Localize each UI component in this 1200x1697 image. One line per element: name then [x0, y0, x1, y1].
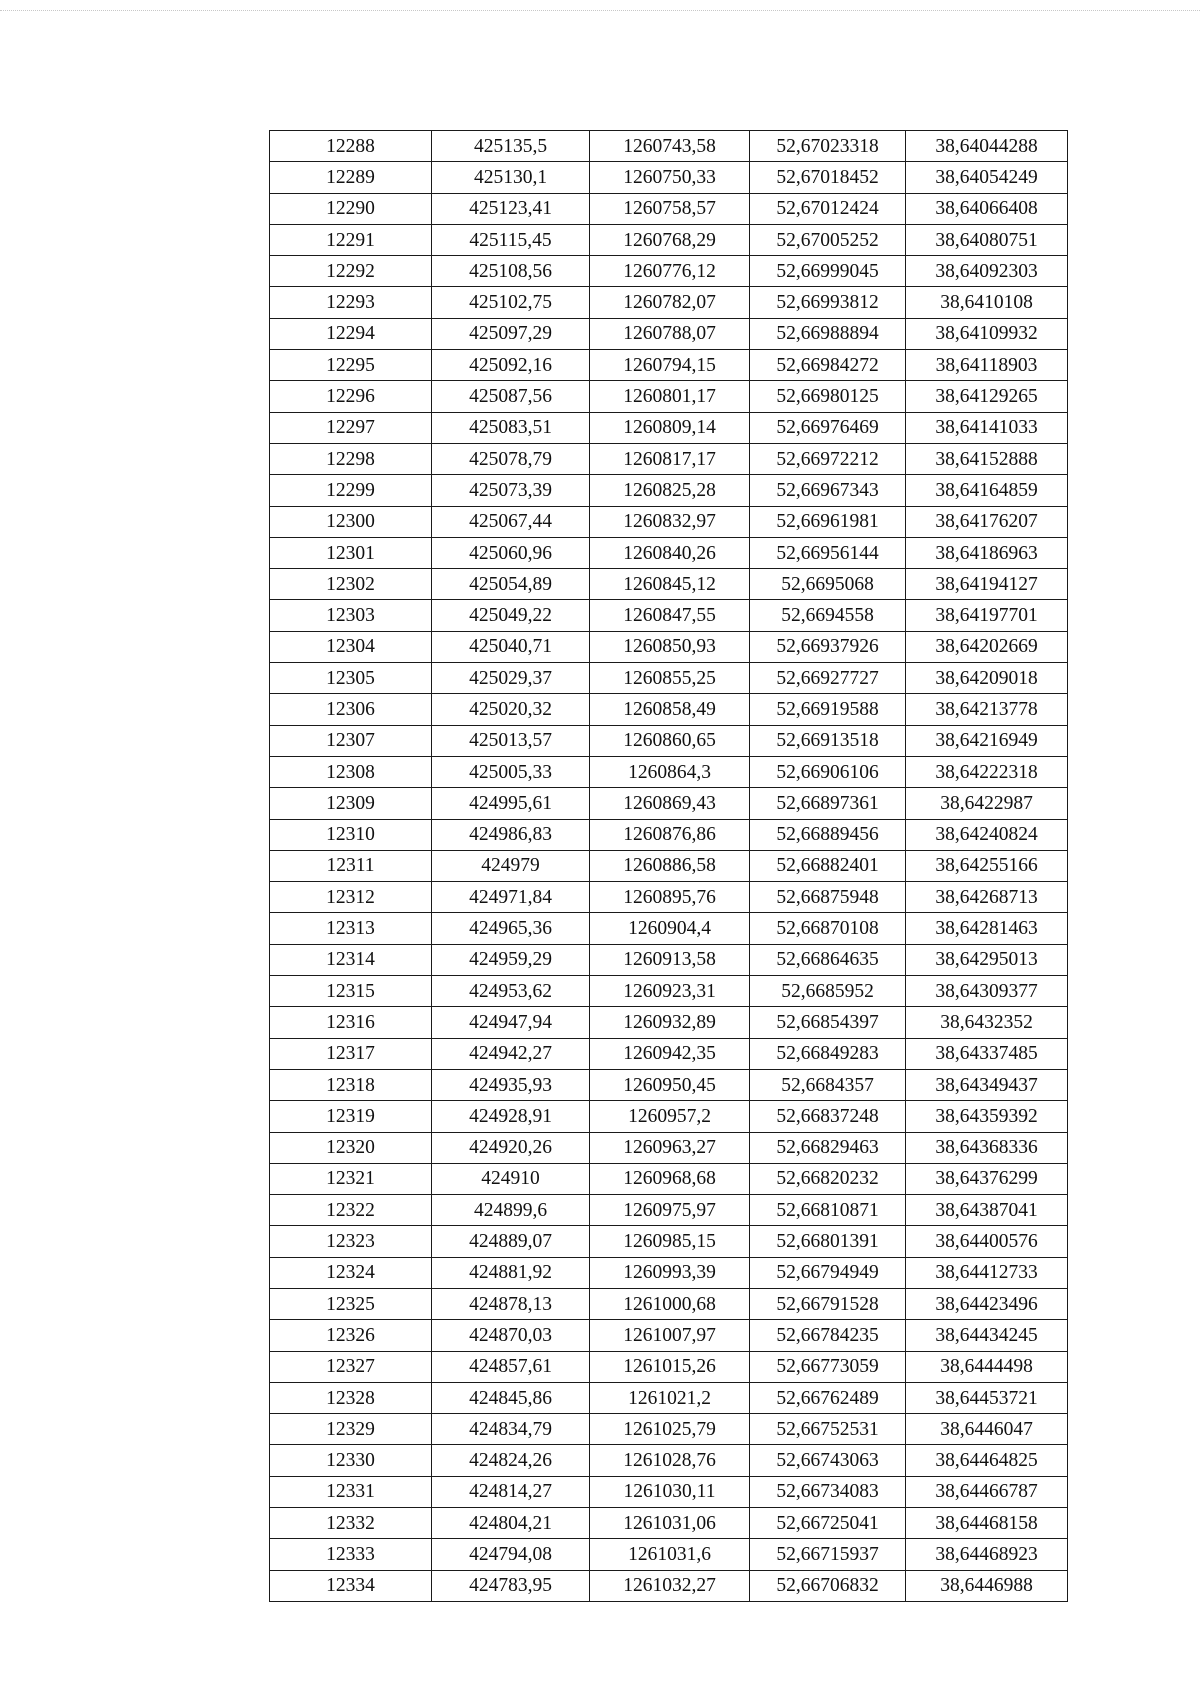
x-coordinate-cell: 424834,79	[432, 1414, 590, 1445]
longitude-cell: 38,64466787	[906, 1476, 1068, 1507]
x-coordinate-cell: 425092,16	[432, 350, 590, 381]
latitude-cell: 52,66794949	[750, 1257, 906, 1288]
latitude-cell: 52,66993812	[750, 287, 906, 318]
latitude-cell: 52,66913518	[750, 725, 906, 756]
point-number-cell: 12305	[270, 663, 432, 694]
y-coordinate-cell: 1260817,17	[590, 443, 750, 474]
table-row	[270, 1101, 1068, 1132]
point-number-cell: 12307	[270, 725, 432, 756]
point-number-cell: 12312	[270, 882, 432, 913]
point-number-cell: 12319	[270, 1101, 432, 1132]
latitude-cell: 52,66976469	[750, 412, 906, 443]
y-coordinate-cell: 1260758,57	[590, 193, 750, 224]
point-number-cell: 12303	[270, 600, 432, 631]
point-number-cell: 12310	[270, 819, 432, 850]
longitude-cell: 38,64468158	[906, 1508, 1068, 1539]
table-row	[270, 944, 1068, 975]
x-coordinate-cell: 424889,07	[432, 1226, 590, 1257]
point-number-cell: 12301	[270, 537, 432, 568]
table-row	[270, 224, 1068, 255]
longitude-cell: 38,64337485	[906, 1038, 1068, 1069]
x-coordinate-cell: 425078,79	[432, 443, 590, 474]
longitude-cell: 38,64464825	[906, 1445, 1068, 1476]
longitude-cell: 38,6422987	[906, 788, 1068, 819]
longitude-cell: 38,64118903	[906, 350, 1068, 381]
table-row	[270, 1570, 1068, 1601]
latitude-cell: 52,67012424	[750, 193, 906, 224]
y-coordinate-cell: 1260913,58	[590, 944, 750, 975]
latitude-cell: 52,66829463	[750, 1132, 906, 1163]
x-coordinate-cell: 424845,86	[432, 1382, 590, 1413]
longitude-cell: 38,6444498	[906, 1351, 1068, 1382]
y-coordinate-cell: 1261007,97	[590, 1320, 750, 1351]
longitude-cell: 38,64194127	[906, 569, 1068, 600]
x-coordinate-cell: 425130,1	[432, 162, 590, 193]
x-coordinate-cell: 425040,71	[432, 631, 590, 662]
point-number-cell: 12321	[270, 1163, 432, 1194]
x-coordinate-cell: 425067,44	[432, 506, 590, 537]
x-coordinate-cell: 425083,51	[432, 412, 590, 443]
longitude-cell: 38,64197701	[906, 600, 1068, 631]
table-row	[270, 506, 1068, 537]
y-coordinate-cell: 1260832,97	[590, 506, 750, 537]
latitude-cell: 52,66784235	[750, 1320, 906, 1351]
table-row	[270, 1132, 1068, 1163]
y-coordinate-cell: 1260825,28	[590, 475, 750, 506]
point-number-cell: 12320	[270, 1132, 432, 1163]
point-number-cell: 12293	[270, 287, 432, 318]
table-row	[270, 1320, 1068, 1351]
longitude-cell: 38,64349437	[906, 1069, 1068, 1100]
x-coordinate-cell: 424878,13	[432, 1288, 590, 1319]
longitude-cell: 38,64309377	[906, 976, 1068, 1007]
longitude-cell: 38,64281463	[906, 913, 1068, 944]
point-number-cell: 12297	[270, 412, 432, 443]
point-number-cell: 12308	[270, 756, 432, 787]
point-number-cell: 12302	[270, 569, 432, 600]
x-coordinate-cell: 424942,27	[432, 1038, 590, 1069]
x-coordinate-cell: 424794,08	[432, 1539, 590, 1570]
table-row	[270, 694, 1068, 725]
longitude-cell: 38,64387041	[906, 1195, 1068, 1226]
y-coordinate-cell: 1260963,27	[590, 1132, 750, 1163]
longitude-cell: 38,64092303	[906, 256, 1068, 287]
latitude-cell: 52,67005252	[750, 224, 906, 255]
y-coordinate-cell: 1260985,15	[590, 1226, 750, 1257]
longitude-cell: 38,64400576	[906, 1226, 1068, 1257]
table-row	[270, 569, 1068, 600]
longitude-cell: 38,64453721	[906, 1382, 1068, 1413]
latitude-cell: 52,66919588	[750, 694, 906, 725]
table-row	[270, 1508, 1068, 1539]
longitude-cell: 38,64240824	[906, 819, 1068, 850]
latitude-cell: 52,6685952	[750, 976, 906, 1007]
point-number-cell: 12326	[270, 1320, 432, 1351]
longitude-cell: 38,64129265	[906, 381, 1068, 412]
longitude-cell: 38,64109932	[906, 318, 1068, 349]
point-number-cell: 12329	[270, 1414, 432, 1445]
longitude-cell: 38,64141033	[906, 412, 1068, 443]
longitude-cell: 38,64176207	[906, 506, 1068, 537]
x-coordinate-cell: 425020,32	[432, 694, 590, 725]
longitude-cell: 38,6410108	[906, 287, 1068, 318]
latitude-cell: 52,66988894	[750, 318, 906, 349]
table-row	[270, 1195, 1068, 1226]
table-row	[270, 537, 1068, 568]
y-coordinate-cell: 1260850,93	[590, 631, 750, 662]
y-coordinate-cell: 1261030,11	[590, 1476, 750, 1507]
latitude-cell: 52,66937926	[750, 631, 906, 662]
x-coordinate-cell: 425102,75	[432, 287, 590, 318]
y-coordinate-cell: 1260993,39	[590, 1257, 750, 1288]
y-coordinate-cell: 1260768,29	[590, 224, 750, 255]
table-row	[270, 725, 1068, 756]
x-coordinate-cell: 424899,6	[432, 1195, 590, 1226]
point-number-cell: 12331	[270, 1476, 432, 1507]
point-number-cell: 12328	[270, 1382, 432, 1413]
x-coordinate-cell: 424857,61	[432, 1351, 590, 1382]
longitude-cell: 38,64222318	[906, 756, 1068, 787]
latitude-cell: 52,66791528	[750, 1288, 906, 1319]
latitude-cell: 52,66956144	[750, 537, 906, 568]
scan-edge-line	[0, 10, 1200, 11]
x-coordinate-cell: 425054,89	[432, 569, 590, 600]
y-coordinate-cell: 1261032,27	[590, 1570, 750, 1601]
latitude-cell: 52,66801391	[750, 1226, 906, 1257]
table-row	[270, 1414, 1068, 1445]
point-number-cell: 12299	[270, 475, 432, 506]
table-row	[270, 1476, 1068, 1507]
point-number-cell: 12318	[270, 1069, 432, 1100]
x-coordinate-cell: 425049,22	[432, 600, 590, 631]
y-coordinate-cell: 1260950,45	[590, 1069, 750, 1100]
y-coordinate-cell: 1260788,07	[590, 318, 750, 349]
point-number-cell: 12315	[270, 976, 432, 1007]
latitude-cell: 52,66820232	[750, 1163, 906, 1194]
latitude-cell: 52,67023318	[750, 131, 906, 162]
point-number-cell: 12334	[270, 1570, 432, 1601]
table-row	[270, 976, 1068, 1007]
x-coordinate-cell: 424971,84	[432, 882, 590, 913]
y-coordinate-cell: 1260942,35	[590, 1038, 750, 1069]
point-number-cell: 12330	[270, 1445, 432, 1476]
point-number-cell: 12322	[270, 1195, 432, 1226]
longitude-cell: 38,64164859	[906, 475, 1068, 506]
table-row	[270, 1382, 1068, 1413]
x-coordinate-cell: 424910	[432, 1163, 590, 1194]
point-number-cell: 12306	[270, 694, 432, 725]
table-row	[270, 193, 1068, 224]
longitude-cell: 38,64186963	[906, 537, 1068, 568]
latitude-cell: 52,6684357	[750, 1069, 906, 1100]
table-row	[270, 631, 1068, 662]
table-row	[270, 663, 1068, 694]
longitude-cell: 38,64295013	[906, 944, 1068, 975]
point-number-cell: 12304	[270, 631, 432, 662]
y-coordinate-cell: 1260864,3	[590, 756, 750, 787]
y-coordinate-cell: 1260869,43	[590, 788, 750, 819]
point-number-cell: 12300	[270, 506, 432, 537]
table-row	[270, 381, 1068, 412]
y-coordinate-cell: 1260776,12	[590, 256, 750, 287]
table-row	[270, 788, 1068, 819]
point-number-cell: 12313	[270, 913, 432, 944]
x-coordinate-cell: 425060,96	[432, 537, 590, 568]
x-coordinate-cell: 424965,36	[432, 913, 590, 944]
latitude-cell: 52,66854397	[750, 1007, 906, 1038]
y-coordinate-cell: 1260855,25	[590, 663, 750, 694]
latitude-cell: 52,66743063	[750, 1445, 906, 1476]
table-row	[270, 1038, 1068, 1069]
x-coordinate-cell: 424870,03	[432, 1320, 590, 1351]
longitude-cell: 38,64376299	[906, 1163, 1068, 1194]
table-row	[270, 131, 1068, 162]
y-coordinate-cell: 1261021,2	[590, 1382, 750, 1413]
longitude-cell: 38,64468923	[906, 1539, 1068, 1570]
point-number-cell: 12324	[270, 1257, 432, 1288]
point-number-cell: 12327	[270, 1351, 432, 1382]
longitude-cell: 38,64423496	[906, 1288, 1068, 1319]
longitude-cell: 38,64054249	[906, 162, 1068, 193]
table-row	[270, 1069, 1068, 1100]
longitude-cell: 38,64044288	[906, 131, 1068, 162]
latitude-cell: 52,66810871	[750, 1195, 906, 1226]
latitude-cell: 52,66849283	[750, 1038, 906, 1069]
latitude-cell: 52,66752531	[750, 1414, 906, 1445]
point-number-cell: 12294	[270, 318, 432, 349]
point-number-cell: 12323	[270, 1226, 432, 1257]
latitude-cell: 52,6694558	[750, 600, 906, 631]
y-coordinate-cell: 1260801,17	[590, 381, 750, 412]
y-coordinate-cell: 1260794,15	[590, 350, 750, 381]
latitude-cell: 52,66773059	[750, 1351, 906, 1382]
x-coordinate-cell: 425135,5	[432, 131, 590, 162]
latitude-cell: 52,66889456	[750, 819, 906, 850]
y-coordinate-cell: 1261028,76	[590, 1445, 750, 1476]
x-coordinate-cell: 424928,91	[432, 1101, 590, 1132]
x-coordinate-cell: 425123,41	[432, 193, 590, 224]
x-coordinate-cell: 424953,62	[432, 976, 590, 1007]
latitude-cell: 52,66927727	[750, 663, 906, 694]
x-coordinate-cell: 425013,57	[432, 725, 590, 756]
latitude-cell: 52,66864635	[750, 944, 906, 975]
x-coordinate-cell: 424959,29	[432, 944, 590, 975]
y-coordinate-cell: 1261000,68	[590, 1288, 750, 1319]
table-row	[270, 475, 1068, 506]
longitude-cell: 38,64080751	[906, 224, 1068, 255]
latitude-cell: 52,66734083	[750, 1476, 906, 1507]
y-coordinate-cell: 1260876,86	[590, 819, 750, 850]
latitude-cell: 52,67018452	[750, 162, 906, 193]
longitude-cell: 38,64255166	[906, 850, 1068, 881]
coordinates-table-body	[270, 131, 1068, 1602]
longitude-cell: 38,64368336	[906, 1132, 1068, 1163]
longitude-cell: 38,64213778	[906, 694, 1068, 725]
latitude-cell: 52,6695068	[750, 569, 906, 600]
y-coordinate-cell: 1260904,4	[590, 913, 750, 944]
latitude-cell: 52,66972212	[750, 443, 906, 474]
latitude-cell: 52,66906106	[750, 756, 906, 787]
table-row	[270, 318, 1068, 349]
longitude-cell: 38,64268713	[906, 882, 1068, 913]
x-coordinate-cell: 425097,29	[432, 318, 590, 349]
x-coordinate-cell: 424783,95	[432, 1570, 590, 1601]
x-coordinate-cell: 424995,61	[432, 788, 590, 819]
point-number-cell: 12291	[270, 224, 432, 255]
y-coordinate-cell: 1260743,58	[590, 131, 750, 162]
longitude-cell: 38,6446047	[906, 1414, 1068, 1445]
x-coordinate-cell: 424881,92	[432, 1257, 590, 1288]
point-number-cell: 12333	[270, 1539, 432, 1570]
x-coordinate-cell: 424824,26	[432, 1445, 590, 1476]
point-number-cell: 12314	[270, 944, 432, 975]
latitude-cell: 52,66715937	[750, 1539, 906, 1570]
y-coordinate-cell: 1260847,55	[590, 600, 750, 631]
x-coordinate-cell: 424935,93	[432, 1069, 590, 1100]
x-coordinate-cell: 425029,37	[432, 663, 590, 694]
y-coordinate-cell: 1261015,26	[590, 1351, 750, 1382]
table-row	[270, 756, 1068, 787]
latitude-cell: 52,66882401	[750, 850, 906, 881]
y-coordinate-cell: 1260932,89	[590, 1007, 750, 1038]
latitude-cell: 52,66875948	[750, 882, 906, 913]
latitude-cell: 52,66837248	[750, 1101, 906, 1132]
latitude-cell: 52,66984272	[750, 350, 906, 381]
x-coordinate-cell: 424979	[432, 850, 590, 881]
longitude-cell: 38,64412733	[906, 1257, 1068, 1288]
latitude-cell: 52,66961981	[750, 506, 906, 537]
point-number-cell: 12316	[270, 1007, 432, 1038]
longitude-cell: 38,64434245	[906, 1320, 1068, 1351]
x-coordinate-cell: 425108,56	[432, 256, 590, 287]
table-row	[270, 162, 1068, 193]
table-row	[270, 1445, 1068, 1476]
y-coordinate-cell: 1260845,12	[590, 569, 750, 600]
point-number-cell: 12290	[270, 193, 432, 224]
y-coordinate-cell: 1261031,06	[590, 1508, 750, 1539]
point-number-cell: 12289	[270, 162, 432, 193]
x-coordinate-cell: 425005,33	[432, 756, 590, 787]
y-coordinate-cell: 1260886,58	[590, 850, 750, 881]
longitude-cell: 38,64216949	[906, 725, 1068, 756]
table-row	[270, 1226, 1068, 1257]
table-row	[270, 819, 1068, 850]
latitude-cell: 52,66762489	[750, 1382, 906, 1413]
latitude-cell: 52,66725041	[750, 1508, 906, 1539]
latitude-cell: 52,66870108	[750, 913, 906, 944]
y-coordinate-cell: 1260923,31	[590, 976, 750, 1007]
point-number-cell: 12288	[270, 131, 432, 162]
table-row	[270, 1539, 1068, 1570]
table-row	[270, 850, 1068, 881]
y-coordinate-cell: 1260809,14	[590, 412, 750, 443]
point-number-cell: 12295	[270, 350, 432, 381]
x-coordinate-cell: 425087,56	[432, 381, 590, 412]
table-row	[270, 1351, 1068, 1382]
table-row	[270, 1007, 1068, 1038]
longitude-cell: 38,64152888	[906, 443, 1068, 474]
y-coordinate-cell: 1260975,97	[590, 1195, 750, 1226]
point-number-cell: 12298	[270, 443, 432, 474]
table-row	[270, 1257, 1068, 1288]
point-number-cell: 12309	[270, 788, 432, 819]
coordinates-table	[269, 130, 1068, 1602]
longitude-cell: 38,6432352	[906, 1007, 1068, 1038]
point-number-cell: 12296	[270, 381, 432, 412]
latitude-cell: 52,66897361	[750, 788, 906, 819]
table-row	[270, 256, 1068, 287]
table-row	[270, 1163, 1068, 1194]
point-number-cell: 12325	[270, 1288, 432, 1319]
table-row	[270, 600, 1068, 631]
table-row	[270, 350, 1068, 381]
table-row	[270, 412, 1068, 443]
y-coordinate-cell: 1260860,65	[590, 725, 750, 756]
y-coordinate-cell: 1260895,76	[590, 882, 750, 913]
y-coordinate-cell: 1260750,33	[590, 162, 750, 193]
longitude-cell: 38,6446988	[906, 1570, 1068, 1601]
y-coordinate-cell: 1261025,79	[590, 1414, 750, 1445]
y-coordinate-cell: 1260957,2	[590, 1101, 750, 1132]
point-number-cell: 12317	[270, 1038, 432, 1069]
point-number-cell: 12292	[270, 256, 432, 287]
x-coordinate-cell: 425115,45	[432, 224, 590, 255]
x-coordinate-cell: 424986,83	[432, 819, 590, 850]
latitude-cell: 52,66967343	[750, 475, 906, 506]
y-coordinate-cell: 1260840,26	[590, 537, 750, 568]
x-coordinate-cell: 424804,21	[432, 1508, 590, 1539]
y-coordinate-cell: 1260782,07	[590, 287, 750, 318]
longitude-cell: 38,64066408	[906, 193, 1068, 224]
point-number-cell: 12332	[270, 1508, 432, 1539]
x-coordinate-cell: 425073,39	[432, 475, 590, 506]
longitude-cell: 38,64359392	[906, 1101, 1068, 1132]
x-coordinate-cell: 424814,27	[432, 1476, 590, 1507]
latitude-cell: 52,66980125	[750, 381, 906, 412]
point-number-cell: 12311	[270, 850, 432, 881]
table-row	[270, 882, 1068, 913]
latitude-cell: 52,66999045	[750, 256, 906, 287]
latitude-cell: 52,66706832	[750, 1570, 906, 1601]
y-coordinate-cell: 1260968,68	[590, 1163, 750, 1194]
table-row	[270, 1288, 1068, 1319]
longitude-cell: 38,64202669	[906, 631, 1068, 662]
y-coordinate-cell: 1261031,6	[590, 1539, 750, 1570]
x-coordinate-cell: 424920,26	[432, 1132, 590, 1163]
y-coordinate-cell: 1260858,49	[590, 694, 750, 725]
table-row	[270, 287, 1068, 318]
table-row	[270, 443, 1068, 474]
longitude-cell: 38,64209018	[906, 663, 1068, 694]
x-coordinate-cell: 424947,94	[432, 1007, 590, 1038]
table-row	[270, 913, 1068, 944]
